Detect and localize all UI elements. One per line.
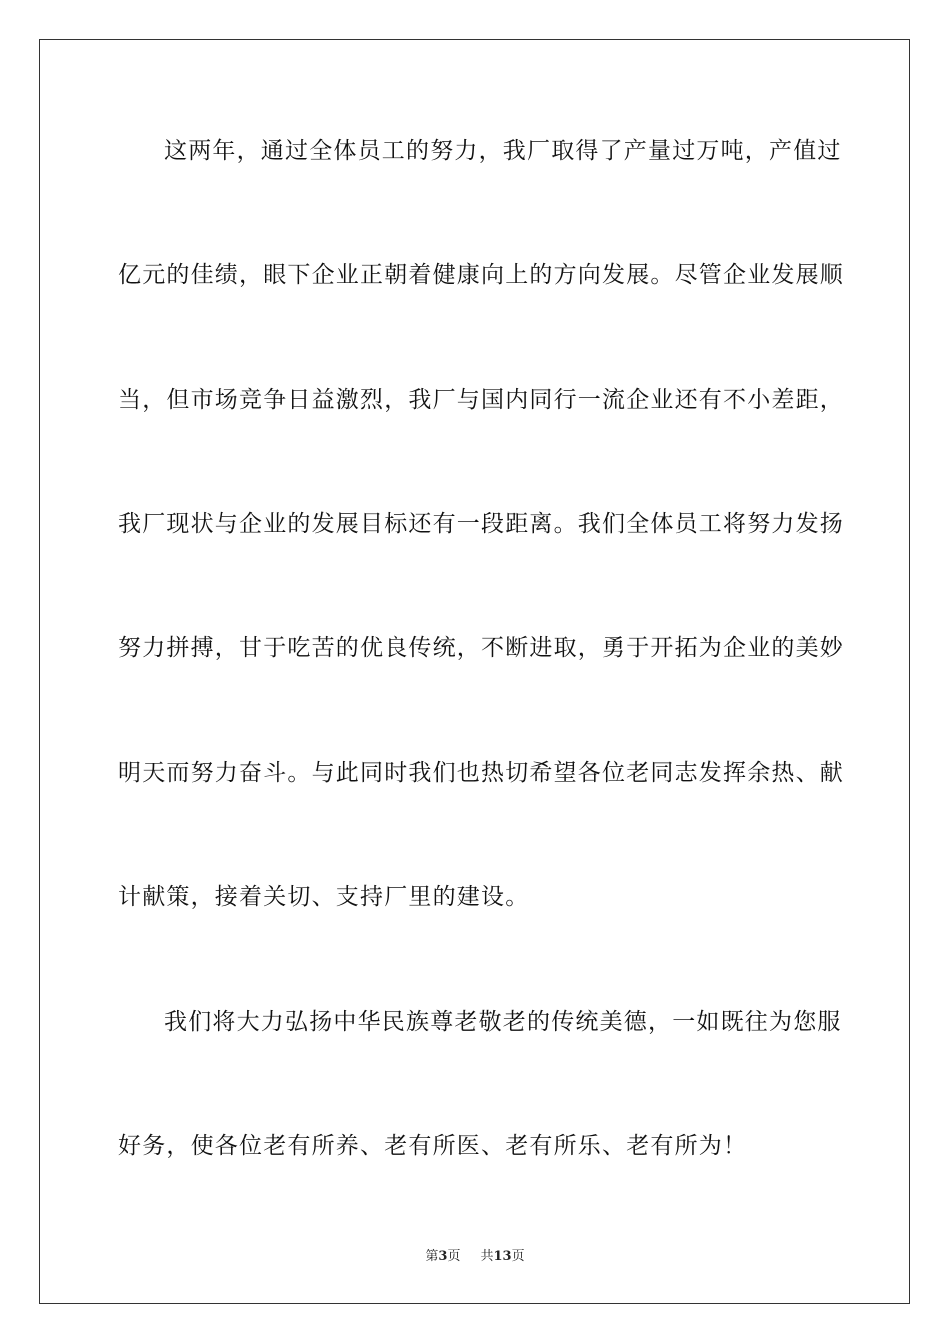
footer-total-suffix: 页: [511, 1249, 525, 1264]
footer-page-suffix: 页: [447, 1249, 461, 1264]
footer-total-prefix: 共: [480, 1249, 494, 1264]
paragraph-1-line-3: 当，但市场竞争日益激烈，我厂与国内同行一流企业还有不小差距，: [118, 387, 844, 413]
footer-page-number: 3: [438, 1249, 448, 1264]
paragraph-2-line-1: 我们将大力弘扬中华民族尊老敬老的传统美德，一如既往为您服: [164, 1009, 842, 1035]
footer-total-pages: 13: [493, 1249, 512, 1264]
page-border: [39, 39, 910, 1304]
footer-page-prefix: 第: [425, 1249, 439, 1264]
paragraph-1-line-7: 计献策，接着关切、支持厂里的建设。: [118, 884, 530, 910]
paragraph-1-line-4: 我厂现状与企业的发展目标还有一段距离。我们全体员工将努力发扬: [118, 511, 844, 537]
paragraph-1-line-2: 亿元的佳绩，眼下企业正朝着健康向上的方向发展。尽管企业发展顺: [118, 262, 844, 288]
paragraph-2-line-2: 好务，使各位老有所养、老有所医、老有所乐、老有所为！: [118, 1133, 748, 1159]
page-footer: [0, 1248, 950, 1266]
paragraph-1-line-6: 明天而努力奋斗。与此同时我们也热切希望各位老同志发挥余热、献: [118, 760, 844, 786]
paragraph-1-line-1: 这两年，通过全体员工的努力，我厂取得了产量过万吨，产值过: [164, 138, 842, 164]
paragraph-1-line-5: 努力拼搏，甘于吃苦的优良传统，不断进取，勇于开拓为企业的美妙: [118, 635, 844, 661]
